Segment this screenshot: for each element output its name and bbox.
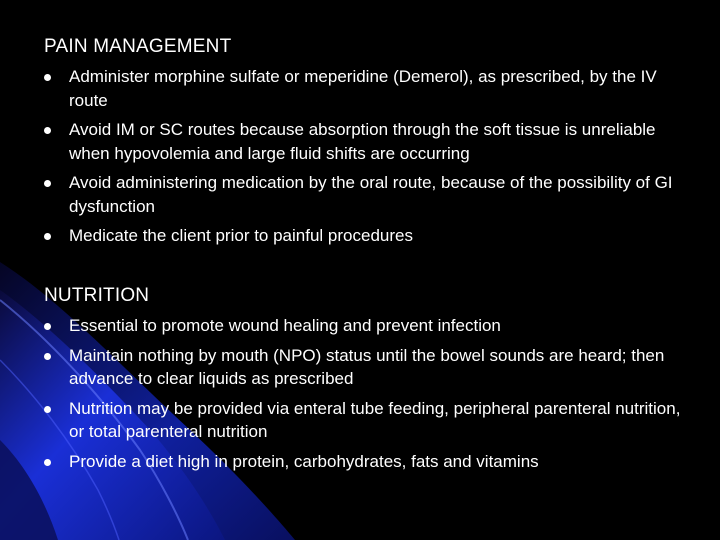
list-item-text: Maintain nothing by mouth (NPO) status until the bowel sounds are heard; then advance to clear liquids as prescribed <box>69 345 665 388</box>
bullet-dot-icon <box>44 323 51 330</box>
bullet-dot-icon <box>44 127 51 134</box>
bullet-dot-icon <box>44 180 51 187</box>
list-item <box>44 397 694 444</box>
list-item <box>44 171 694 218</box>
list-item-text: Nutrition may be provided via enteral tube feeding, peripheral parenteral nutrition, or total parenteral nutrition <box>69 398 681 441</box>
bullet-dot-icon <box>44 406 51 413</box>
list-item-text: Avoid IM or SC routes because absorption through the soft tissue is unreliable when hypovolemia and large fluid shifts are occurring <box>69 120 656 163</box>
bullet-dot-icon <box>44 459 51 466</box>
pain-management-section <box>44 36 694 254</box>
bullet-dot-icon <box>44 233 51 240</box>
list-item <box>44 118 694 165</box>
list-item-text: Provide a diet high in protein, carbohydrates, fats and vitamins <box>69 451 539 471</box>
list-item <box>44 65 694 112</box>
pain-management-heading: PAIN MANAGEMENT <box>44 36 232 57</box>
list-item <box>44 224 694 248</box>
list-item-text: Medicate the client prior to painful procedures <box>69 226 413 245</box>
list-item <box>44 450 694 474</box>
bullet-dot-icon <box>44 74 51 81</box>
bullet-dot-icon <box>44 353 51 360</box>
nutrition-section <box>44 285 694 479</box>
list-item-text: Essential to promote wound healing and prevent infection <box>69 316 501 335</box>
list-item-text: Administer morphine sulfate or meperidine (Demerol), as prescribed, by the IV route <box>69 67 657 110</box>
nutrition-heading: NUTRITION <box>44 285 150 306</box>
list-item <box>44 344 694 391</box>
list-item <box>44 314 694 338</box>
nutrition-list <box>44 314 694 473</box>
pain-management-list <box>44 65 694 248</box>
list-item-text: Avoid administering medication by the oral route, because of the possibility of GI dysfunction <box>69 173 673 216</box>
